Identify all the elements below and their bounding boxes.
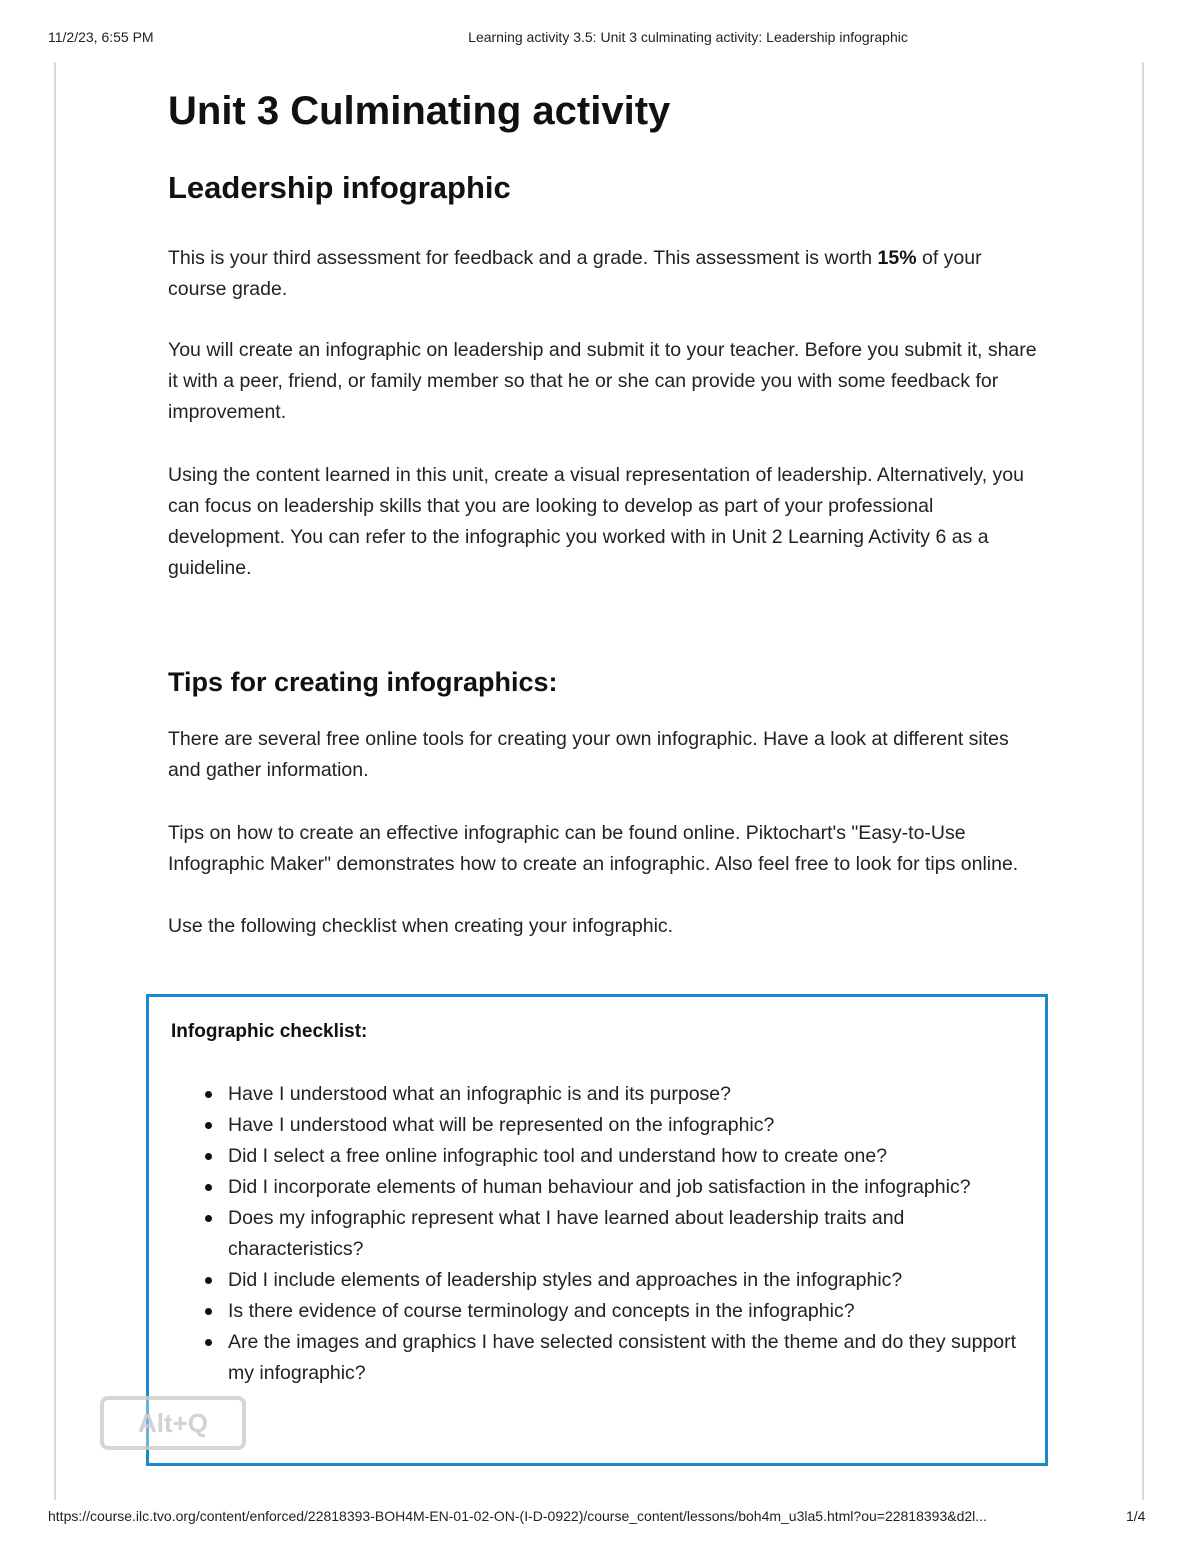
bullet-icon [205,1277,212,1284]
checklist-item-text: Did I incorporate elements of human behaviour and job satisfaction in the infographic? [228,1176,971,1198]
bullet-icon [205,1153,212,1160]
tips-heading: Tips for creating infographics: [168,667,558,697]
checklist-item-text: Did I select a free online infographic tool and understand how to create one? [228,1145,888,1167]
checklist-item [171,1203,1031,1265]
checklist-item-text: Are the images and graphics I have selected consistent with the theme and do they support my infographic? [228,1331,1017,1384]
instructions-paragraph: You will create an infographic on leadership and submit it to your teacher. Before you submit it, share it with a peer, friend, or family member so that he or she can provide you with some feedback for improvement. [168,339,1037,423]
checklist [171,1079,1031,1389]
print-header [0,29,1200,49]
intro-text-after: of your course grade. [168,247,982,300]
print-url: https://course.ilc.tvo.org/content/enforced/22818393-BOH4M-EN-01-02-ON-(I-D-0922)/course_content/lessons/boh4m_u3la5.html?ou=22818393&d2l... [48,1508,987,1524]
page-title: Unit 3 Culminating activity [168,89,671,133]
checklist-box [146,994,1048,1466]
bullet-icon [205,1339,212,1346]
content-paragraph: Using the content learned in this unit, create a visual representation of leadership. Alternatively, you can focus on leadership skills that you are looking to develop as part of your professional development. You can refer to the infographic you worked with in Unit 2 Learning Activity 6 as a guideline. [168,464,1024,579]
checklist-title: Infographic checklist: [171,1021,368,1042]
page-number: 1/4 [1126,1508,1146,1524]
page-frame-left [54,62,56,1500]
bullet-icon [205,1091,212,1098]
checklist-item-text: Have I understood what an infographic is and its purpose? [228,1083,731,1105]
bullet-icon [205,1215,212,1222]
checklist-item [171,1079,1031,1110]
bullet-icon [205,1122,212,1129]
checklist-item-text: Does my infographic represent what I have learned about leadership traits and characteristics? [228,1207,905,1260]
checklist-item [171,1327,1031,1389]
checklist-item-text: Is there evidence of course terminology and concepts in the infographic? [228,1300,855,1322]
checklist-item [171,1265,1031,1296]
tips-paragraph-tools: There are several free online tools for creating your own infographic. Have a look at different sites and gather information. [168,728,1009,781]
page-frame-right [1142,62,1144,1500]
intro-paragraph [168,243,1038,305]
tips-paragraph-online: Tips on how to create an effective infographic can be found online. Piktochart's "Easy-to-Use Infographic Maker" demonstrates how to create an infographic. Also feel free to look for tips online. [168,822,1019,875]
intro-text-before: This is your third assessment for feedback and a grade. This assessment is worth [168,247,878,269]
checklist-item [171,1296,1031,1327]
weight-percent: 15% [877,247,917,269]
checklist-item-text: Did I include elements of leadership styles and approaches in the infographic? [228,1269,903,1291]
checklist-intro: Use the following checklist when creating your infographic. [168,915,674,937]
checklist-item [171,1141,1031,1172]
bullet-icon [205,1184,212,1191]
print-date: 11/2/23, 6:55 PM [48,29,154,45]
page-subtitle: Leadership infographic [168,170,511,205]
main-content [168,86,1038,942]
checklist-item [171,1172,1031,1203]
bullet-icon [205,1308,212,1315]
checklist-item-text: Have I understood what will be represented on the infographic? [228,1114,775,1136]
alt-q-shortcut-button[interactable]: Alt+Q [100,1396,246,1450]
print-page-title: Learning activity 3.5: Unit 3 culminating activity: Leadership infographic [468,29,908,45]
checklist-item [171,1110,1031,1141]
